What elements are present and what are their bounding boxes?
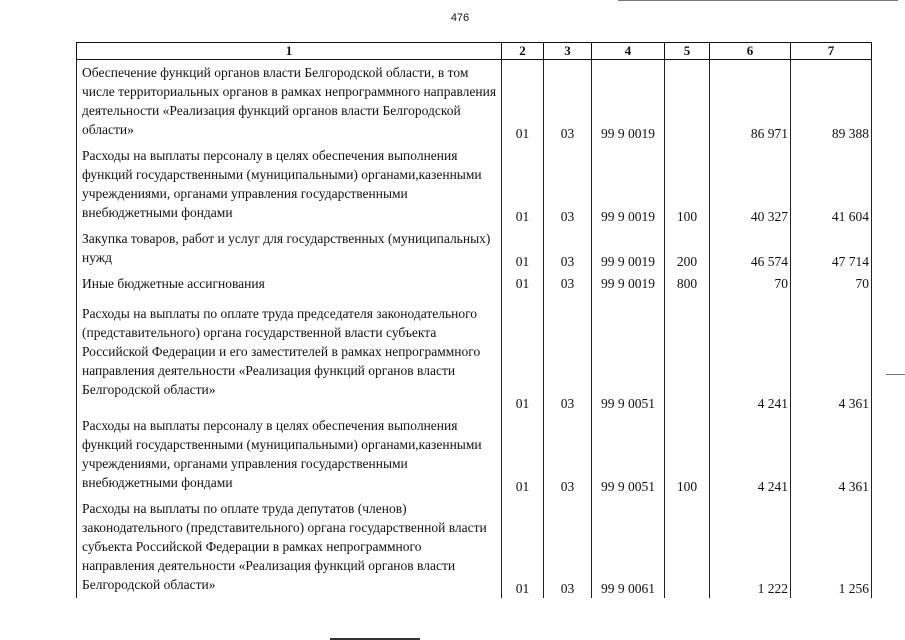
row-target-code: 99 9 0019	[592, 226, 665, 271]
row-target-code: 99 9 0051	[592, 413, 665, 496]
row-section: 01	[502, 496, 544, 598]
row-section: 01	[502, 271, 544, 301]
row-name: Расходы на выплаты персоналу в целях обеспечения выполнения функций государственными (муниципальными) органами,казенными учреждениями, органами управления государственными внебюджетными фондами	[77, 143, 502, 226]
row-subsection: 03	[544, 413, 592, 496]
header-col-3: 3	[544, 43, 592, 60]
row-name: Иные бюджетные ассигнования	[77, 271, 502, 301]
table-row	[77, 60, 872, 144]
row-expense-type: 200	[665, 226, 710, 271]
row-expense-type	[665, 496, 710, 598]
header-col-4: 4	[592, 43, 665, 60]
row-target-code: 99 9 0019	[592, 271, 665, 301]
row-target-code: 99 9 0019	[592, 60, 665, 144]
row-sum-2: 41 604	[791, 143, 872, 226]
row-name: Расходы на выплаты персоналу в целях обеспечения выполнения функций государственными (муниципальными) органами,казенными учреждениями, органами управления государственными внебюджетными фондами	[77, 413, 502, 496]
row-sum-1: 46 574	[710, 226, 791, 271]
row-section: 01	[502, 143, 544, 226]
row-expense-type: 800	[665, 271, 710, 301]
scan-artifact-right-edge	[886, 374, 905, 375]
row-sum-2: 4 361	[791, 413, 872, 496]
page-number: 476	[450, 12, 470, 24]
row-section: 01	[502, 60, 544, 144]
row-target-code: 99 9 0061	[592, 496, 665, 598]
row-subsection: 03	[544, 496, 592, 598]
row-subsection: 03	[544, 60, 592, 144]
row-sum-2: 1 256	[791, 496, 872, 598]
table-row	[77, 226, 872, 271]
row-sum-1: 1 222	[710, 496, 791, 598]
header-col-6: 6	[710, 43, 791, 60]
row-subsection: 03	[544, 226, 592, 271]
row-sum-2: 4 361	[791, 301, 872, 413]
table-row	[77, 271, 872, 301]
header-row	[77, 43, 872, 60]
row-expense-type	[665, 301, 710, 413]
row-sum-2: 47 714	[791, 226, 872, 271]
row-subsection: 03	[544, 301, 592, 413]
table-row	[77, 301, 872, 413]
row-name: Расходы на выплаты по оплате труда депутатов (членов) законодательного (представительного) органа государственной власти субъекта Российской Федерации в рамках непрограммного направления деятельности «Реализация функций органов власти Белгородской области»	[77, 496, 502, 598]
row-sum-2: 70	[791, 271, 872, 301]
row-name: Обеспечение функций органов власти Белгородской области, в том числе территориальных органов в рамках непрограммного направления деятельности «Реализация функций органов власти Белгородской области»	[77, 60, 502, 144]
row-sum-1: 4 241	[710, 301, 791, 413]
scan-artifact-top-right	[618, 0, 898, 1]
row-target-code: 99 9 0051	[592, 301, 665, 413]
row-expense-type: 100	[665, 143, 710, 226]
row-section: 01	[502, 301, 544, 413]
row-sum-2: 89 388	[791, 60, 872, 144]
row-sum-1: 40 327	[710, 143, 791, 226]
row-section: 01	[502, 413, 544, 496]
row-name: Закупка товаров, работ и услуг для государственных (муниципальных) нужд	[77, 226, 502, 271]
row-expense-type: 100	[665, 413, 710, 496]
row-subsection: 03	[544, 271, 592, 301]
header-col-7: 7	[791, 43, 872, 60]
row-target-code: 99 9 0019	[592, 143, 665, 226]
budget-table	[76, 42, 872, 598]
row-section: 01	[502, 226, 544, 271]
table-row	[77, 143, 872, 226]
header-col-1: 1	[77, 43, 502, 60]
row-expense-type	[665, 60, 710, 144]
header-col-5: 5	[665, 43, 710, 60]
table-row	[77, 496, 872, 598]
row-sum-1: 70	[710, 271, 791, 301]
row-name: Расходы на выплаты по оплате труда председателя законодательного (представительного) органа государственной власти субъекта Российской Федерации и его заместителей в рамках непрограммного направления деятельности «Реализация функций органов власти Белгородской области»	[77, 301, 502, 413]
header-col-2: 2	[502, 43, 544, 60]
row-subsection: 03	[544, 143, 592, 226]
row-sum-1: 4 241	[710, 413, 791, 496]
table-row	[77, 413, 872, 496]
row-sum-1: 86 971	[710, 60, 791, 144]
